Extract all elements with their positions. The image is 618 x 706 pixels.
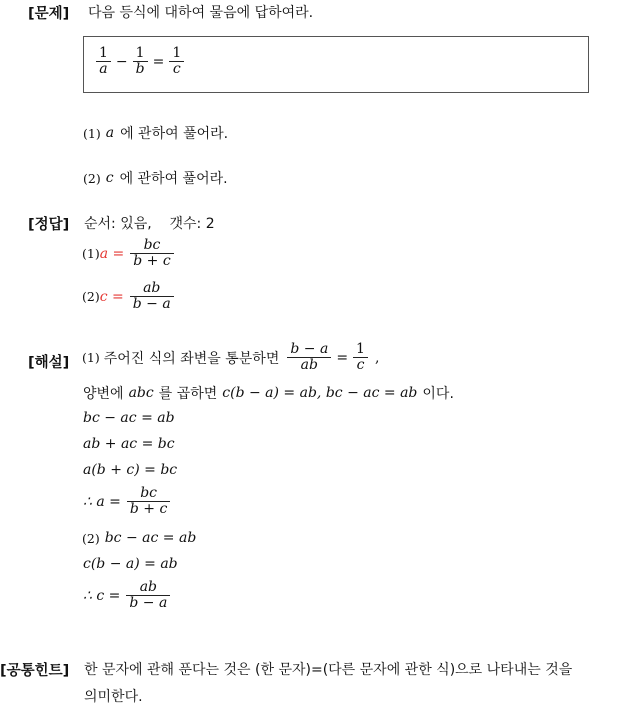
- frac-denominator: c: [172, 61, 181, 77]
- frac-denominator: b − a: [132, 296, 171, 312]
- solution-line-1: [82, 342, 379, 373]
- question-variable: a: [105, 125, 115, 141]
- frac-denominator: a: [99, 61, 108, 77]
- problem-instruction: 다음 등식에 대하여 물음에 답하여라.: [88, 5, 314, 21]
- solution-math: c(b − a) = ab, bc − ac = ab: [222, 385, 418, 401]
- frac-denominator: b: [135, 61, 145, 77]
- frac-numerator: 1: [172, 45, 182, 61]
- answer-meta: 순서: 있음, 갯수: 2: [84, 216, 215, 232]
- solution-math: ∴ a =: [83, 493, 121, 510]
- solution-number: (2): [82, 530, 100, 546]
- equation-box: [83, 36, 589, 93]
- question-1: [83, 123, 228, 143]
- question-number: (2): [83, 170, 101, 186]
- question-number: (1): [83, 125, 101, 141]
- frac-numerator: bc: [140, 485, 158, 501]
- question-text: 에 관하여 풀어라.: [120, 126, 229, 142]
- solution-math: bc − ac = ab: [104, 530, 197, 546]
- solution-label: [해설]: [28, 355, 70, 371]
- equals-sign: =: [152, 53, 165, 70]
- question-variable: c: [105, 170, 114, 186]
- question-text: 에 관하여 풀어라.: [119, 171, 228, 187]
- solution-text: 이다.: [422, 386, 454, 402]
- hint-line-2: 의미한다.: [84, 689, 143, 705]
- frac-denominator: ab: [300, 357, 318, 373]
- solution-math: abc: [128, 385, 154, 401]
- answer-lhs: a =: [99, 245, 125, 262]
- solution-math: ∴ c =: [83, 587, 121, 604]
- answer-2: [82, 281, 176, 312]
- problem-label: [문제]: [28, 6, 70, 22]
- answer-label: [정답]: [28, 217, 70, 233]
- frac-numerator: ab: [139, 579, 158, 595]
- solution-number: (1): [82, 350, 100, 365]
- frac-numerator: b − a: [290, 341, 329, 357]
- frac-denominator: b + c: [129, 501, 168, 517]
- solution-line-3: bc − ac = ab: [83, 410, 175, 426]
- frac-numerator: bc: [143, 237, 161, 253]
- solution-line-6: [83, 486, 172, 517]
- answer-number: (2): [82, 289, 100, 304]
- hint-line-1: 한 문자에 관해 푼다는 것은 (한 문자)=(다른 문자에 관한 식)으로 나타내는 것을: [84, 662, 573, 678]
- frac-numerator: 1: [135, 45, 145, 61]
- answer-number: (1): [82, 246, 100, 261]
- solution-text: 주어진 식의 좌변을 통분하면: [103, 350, 280, 367]
- solution-line-8: c(b − a) = ab: [83, 556, 178, 572]
- solution-line-5: a(b + c) = bc: [83, 462, 178, 478]
- frac-numerator: 1: [356, 341, 365, 357]
- frac-numerator: 1: [99, 45, 108, 61]
- solution-line-4: ab + ac = bc: [83, 436, 175, 452]
- equals-sign: =: [336, 349, 349, 366]
- frac-denominator: b + c: [133, 253, 171, 269]
- question-2: [83, 168, 228, 188]
- answer-1: [82, 238, 176, 269]
- solution-line-2: [83, 383, 454, 403]
- answer-lhs: c =: [99, 288, 124, 305]
- given-equation: [94, 46, 186, 77]
- solution-line-9: [83, 580, 172, 611]
- comma: ,: [374, 349, 380, 366]
- minus-sign: −: [115, 53, 128, 70]
- frac-denominator: c: [356, 357, 365, 373]
- solution-text: 를 곱하면: [158, 386, 218, 402]
- hint-label: [공통힌트]: [0, 663, 70, 679]
- solution-text: 양변에: [83, 386, 124, 402]
- frac-denominator: b − a: [129, 595, 168, 611]
- frac-numerator: ab: [143, 280, 161, 296]
- solution-line-7: [82, 530, 196, 546]
